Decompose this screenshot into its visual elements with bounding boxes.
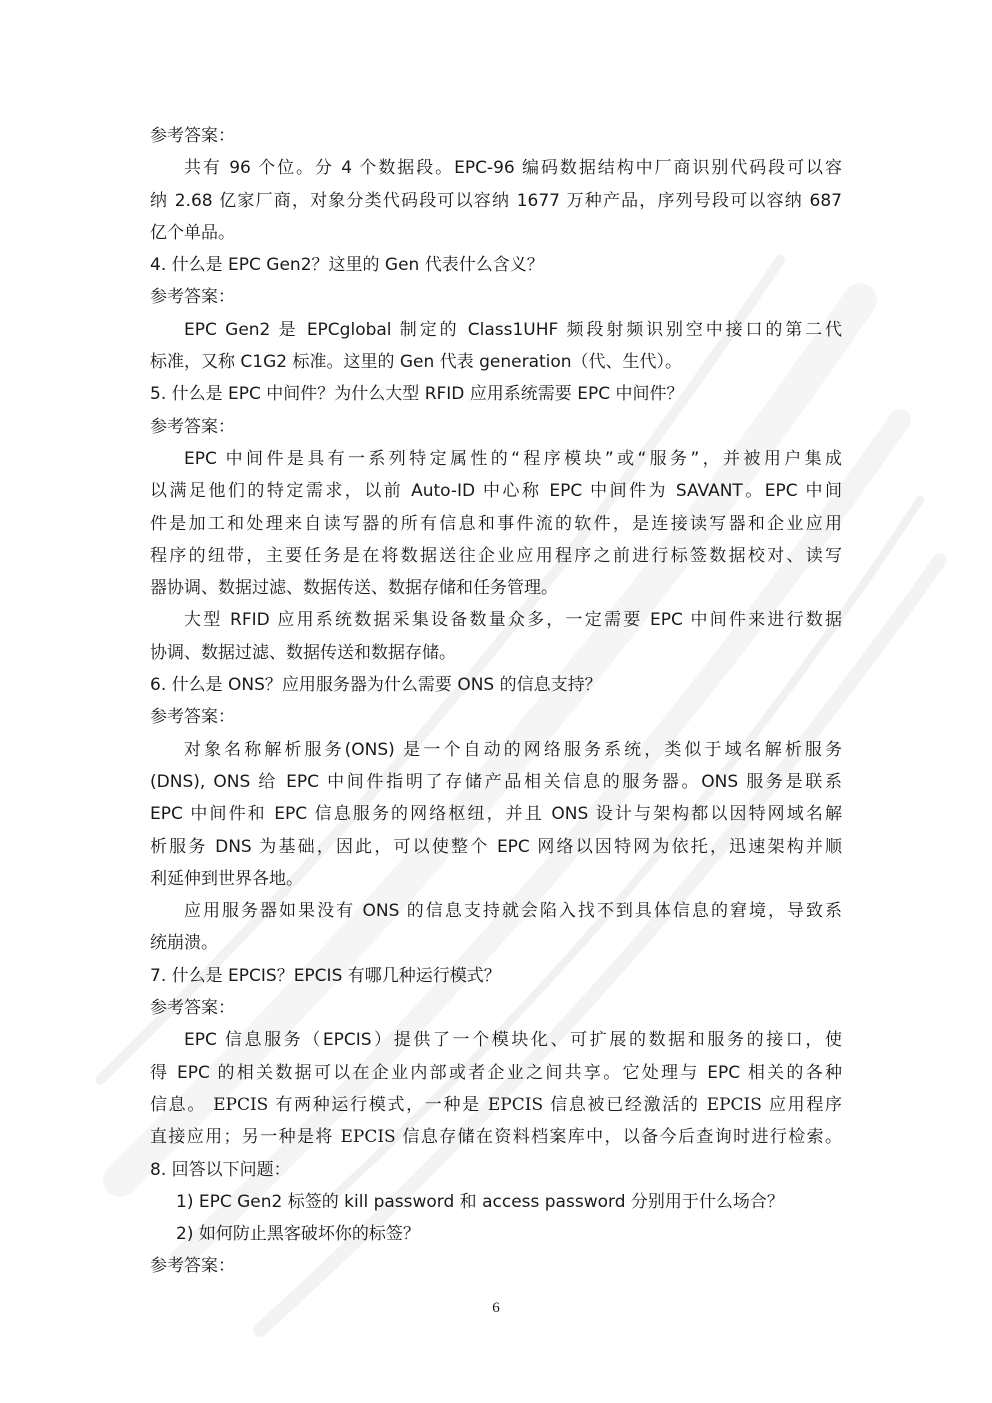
- answer-text: 程序的纽带，主要任务是在将数据送往企业应用程序之前进行标签数据校对、读写: [150, 545, 842, 566]
- answer-text: 应用服务器如果没有 ONS 的信息支持就会陷入找不到具体信息的窘境，导致系: [184, 901, 842, 922]
- question-6: 6. 什么是 ONS？应用服务器为什么需要 ONS 的信息支持？: [150, 675, 602, 696]
- answer-text: 信息。 EPCIS 有两种运行模式，一种是 EPCIS 信息被已经激活的 EPCIS 应用程序: [150, 1094, 842, 1115]
- answer-text: 大型 RFID 应用系统数据采集设备数量众多，一定需要 EPC 中间件来进行数据: [184, 610, 842, 631]
- answer-text: 对象名称解析服务(ONS) 是一个自动的网络服务系统，类似于域名解析服务: [184, 739, 842, 760]
- sub-question-2: 2) 如何防止黑客破坏你的标签？: [176, 1224, 420, 1245]
- answer-text: 析服务 DNS 为基础，因此，可以使整个 EPC 网络以因特网为依托，迅速架构并顺: [150, 836, 842, 857]
- answer-text: 以满足他们的特定需求，以前 Auto-ID 中心称 EPC 中间件为 SAVANT。EPC 中间: [150, 481, 842, 502]
- question-4: 4. 什么是 EPC Gen2？这里的 Gen 代表什么含义？: [150, 255, 544, 276]
- question-7: 7. 什么是 EPCIS？EPCIS 有哪几种运行模式？: [150, 965, 501, 986]
- answer-text: 标准，又称 C1G2 标准。这里的 Gen 代表 generation（代、生代）。: [150, 352, 683, 373]
- answer-text: EPC Gen2 是 EPCglobal 制定的 Class1UHF 频段射频识别空中接口的第二代: [184, 319, 842, 340]
- answer-label: 参考答案：: [150, 126, 235, 146]
- answer-text: EPC 中间件是具有一系列特定属性的“程序模块”或“服务”，并被用户集成: [184, 448, 842, 469]
- question-5: 5. 什么是 EPC 中间件？为什么大型 RFID 应用系统需要 EPC 中间件？: [150, 384, 684, 405]
- answer-label: 参考答案：: [150, 998, 235, 1019]
- answer-text: 纳 2.68 亿家厂商，对象分类代码段可以容纳 1677 万种产品，序列号段可以容纳 687: [150, 190, 842, 211]
- answer-text: 件是加工和处理来自读写器的所有信息和事件流的软件，是连接读写器和企业应用: [150, 513, 842, 534]
- answer-text: 得 EPC 的相关数据可以在企业内部或者企业之间共享。它处理与 EPC 相关的各种: [150, 1062, 842, 1083]
- answer-text: 亿个单品。: [150, 222, 235, 243]
- answer-text: (DNS), ONS 给 EPC 中间件指明了存储产品相关信息的服务器。ONS 服务是联系: [150, 771, 842, 792]
- question-8: 8. 回答以下问题：: [150, 1159, 291, 1180]
- answer-text: EPC 中间件和 EPC 信息服务的网络枢纽，并且 ONS 设计与架构都以因特网域名解: [150, 804, 842, 825]
- answer-text: 器协调、数据过滤、数据传送、数据存储和任务管理。: [150, 578, 558, 599]
- answer-text: 统崩溃。: [150, 933, 218, 954]
- answer-text: 协调、数据过滤、数据传送和数据存储。: [150, 642, 456, 663]
- sub-question-1: 1) EPC Gen2 标签的 kill password 和 access password 分别用于什么场合？: [176, 1191, 784, 1212]
- answer-text: 利延伸到世界各地。: [150, 868, 303, 889]
- answer-text: EPC 信息服务（EPCIS）提供了一个模块化、可扩展的数据和服务的接口，使: [184, 1030, 842, 1051]
- answer-label: 参考答案：: [150, 416, 235, 437]
- answer-label: 参考答案：: [150, 1256, 235, 1277]
- answer-label: 参考答案：: [150, 707, 235, 728]
- page-content: [150, 120, 842, 1283]
- answer-text: 共有 96 个位。分 4 个数据段。EPC-96 编码数据结构中厂商识别代码段可以容: [184, 158, 842, 179]
- answer-label: 参考答案：: [150, 287, 235, 308]
- page-number: 6: [492, 1300, 500, 1316]
- answer-text: 直接应用；另一种是将 EPCIS 信息存储在资料档案库中，以备今后查询时进行检索。: [150, 1127, 842, 1148]
